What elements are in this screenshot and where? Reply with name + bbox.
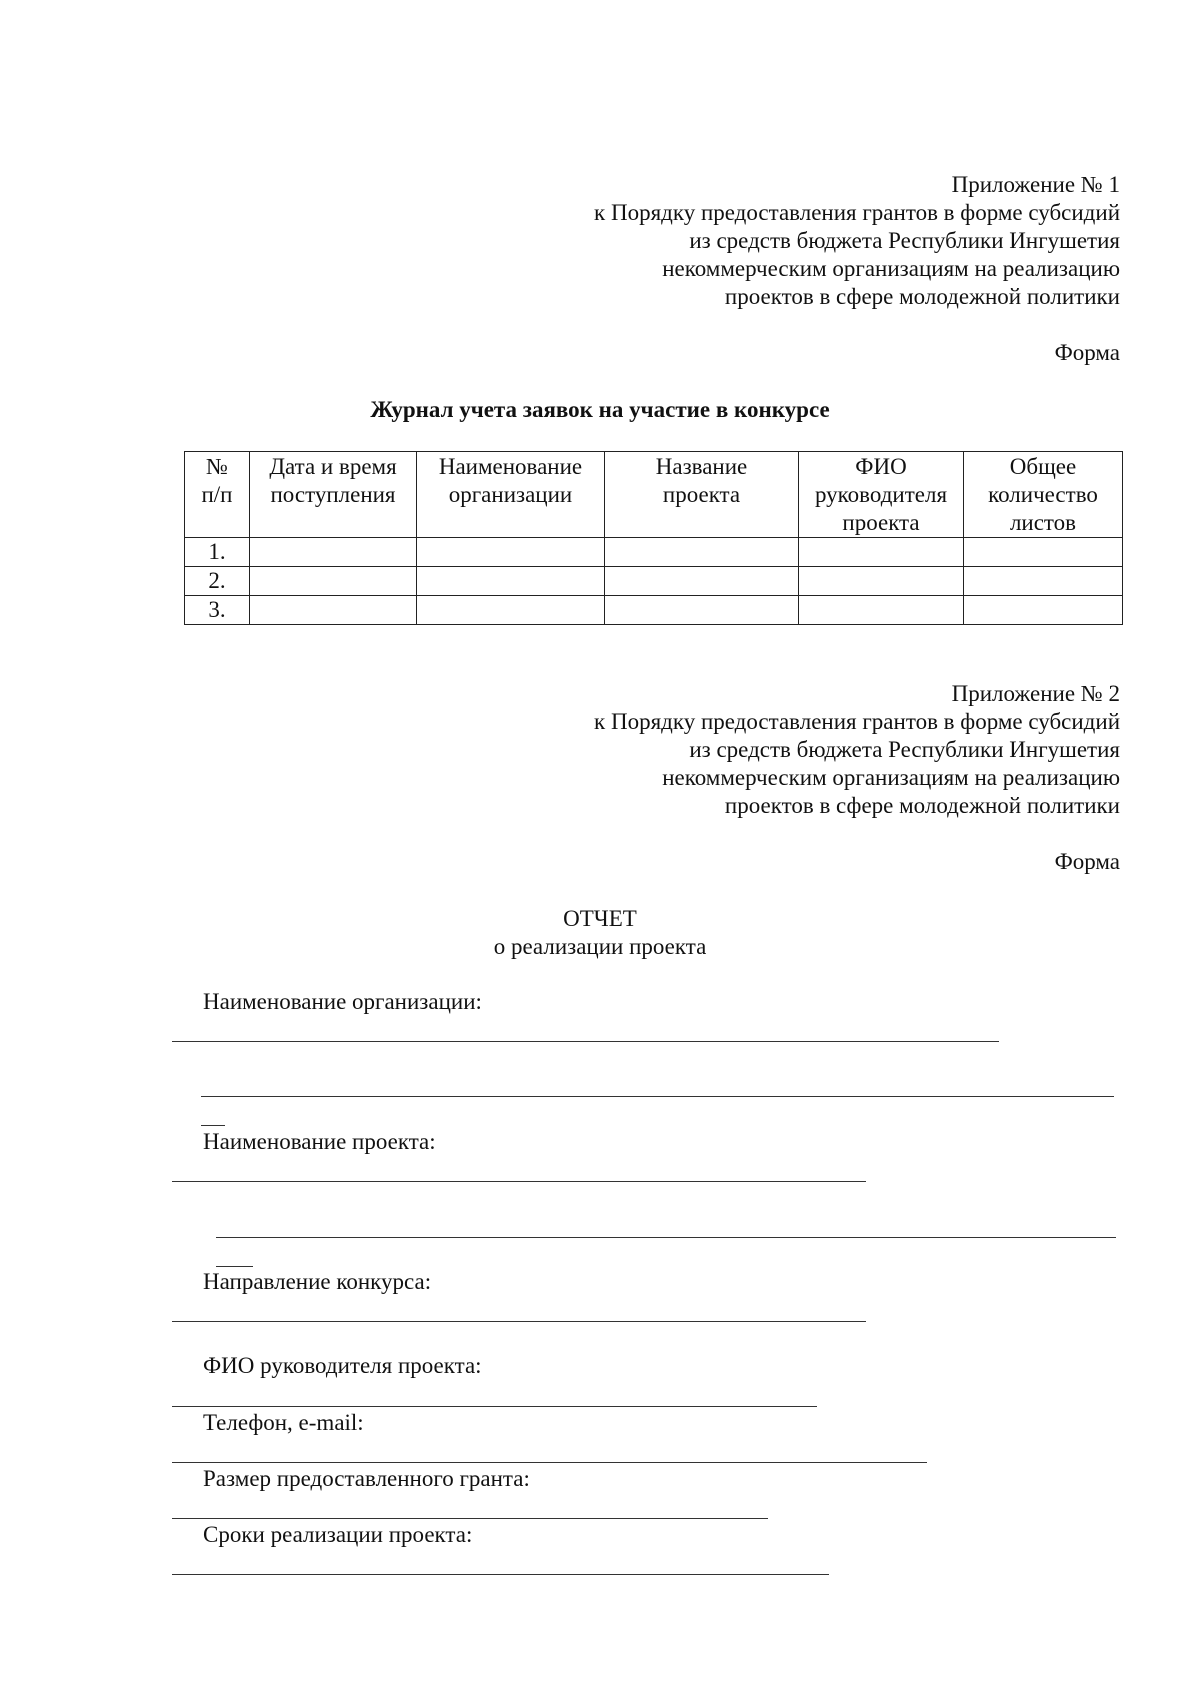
contacts-line[interactable] xyxy=(172,1462,927,1463)
appendix1-heading: Приложение № 1 xyxy=(951,172,1120,197)
org-name-label: Наименование организации: xyxy=(203,989,482,1014)
table-cell xyxy=(964,538,1123,567)
appendix2-header xyxy=(594,680,1120,820)
appendix1-line: из средств бюджета Республики Ингушетия xyxy=(689,228,1120,253)
header-sheet-count: Общее количество листов xyxy=(964,452,1123,538)
appendix2-heading: Приложение № 2 xyxy=(951,681,1120,706)
appendix1-form-label: Форма xyxy=(1054,340,1120,365)
direction-line[interactable] xyxy=(172,1321,866,1322)
org-name-line-tail xyxy=(201,1125,225,1126)
contacts-label: Телефон, e-mail: xyxy=(203,1410,364,1435)
project-name-line-tail xyxy=(216,1266,253,1267)
table-cell xyxy=(417,538,605,567)
manager-label: ФИО руководителя проекта: xyxy=(203,1353,482,1378)
table-cell xyxy=(799,567,964,596)
appendix1-line: некоммерческим организациям на реализацию xyxy=(662,256,1120,281)
journal-table xyxy=(184,451,1123,625)
header-date-time: Дата и время поступления xyxy=(250,452,417,538)
manager-line[interactable] xyxy=(172,1406,817,1407)
table-cell xyxy=(250,538,417,567)
table-cell xyxy=(799,538,964,567)
table-cell xyxy=(250,596,417,625)
table-cell xyxy=(799,596,964,625)
table-cell xyxy=(417,596,605,625)
header-org-name: Наименование организации xyxy=(417,452,605,538)
table-cell xyxy=(605,538,799,567)
appendix2-line: из средств бюджета Республики Ингушетия xyxy=(689,737,1120,762)
table-row xyxy=(185,538,1123,567)
table-cell: 3. xyxy=(185,596,250,625)
appendix2-line: некоммерческим организациям на реализацию xyxy=(662,765,1120,790)
table-cell xyxy=(417,567,605,596)
table-cell xyxy=(605,596,799,625)
table-row xyxy=(185,567,1123,596)
project-name-line-2[interactable] xyxy=(216,1237,1116,1238)
terms-label: Сроки реализации проекта: xyxy=(203,1522,473,1547)
grant-size-label: Размер предоставленного гранта: xyxy=(203,1466,530,1491)
header-manager: ФИО руководителя проекта xyxy=(799,452,964,538)
header-project-name: Название проекта xyxy=(605,452,799,538)
grant-size-line[interactable] xyxy=(172,1518,768,1519)
table-cell xyxy=(964,596,1123,625)
table-cell xyxy=(605,567,799,596)
journal-title: Журнал учета заявок на участие в конкурсе xyxy=(370,397,830,422)
direction-label: Направление конкурса: xyxy=(203,1269,432,1294)
org-name-line-2[interactable] xyxy=(201,1096,1114,1097)
table-cell: 1. xyxy=(185,538,250,567)
org-name-line[interactable] xyxy=(172,1041,999,1042)
report-title: ОТЧЕТ xyxy=(563,906,637,931)
appendix2-form-label: Форма xyxy=(1054,849,1120,874)
appendix1-line: к Порядку предоставления грантов в форме субсидий xyxy=(594,200,1120,225)
table-cell xyxy=(964,567,1123,596)
table-header-row xyxy=(185,452,1123,538)
appendix1-header xyxy=(594,171,1120,311)
report-subtitle: о реализации проекта xyxy=(493,934,707,959)
appendix1-line: проектов в сфере молодежной политики xyxy=(724,284,1120,309)
terms-line[interactable] xyxy=(172,1574,829,1575)
project-name-label: Наименование проекта: xyxy=(203,1129,436,1154)
appendix2-line: проектов в сфере молодежной политики xyxy=(724,793,1120,818)
header-number: № п/п xyxy=(185,452,250,538)
project-name-line[interactable] xyxy=(172,1181,866,1182)
appendix2-line: к Порядку предоставления грантов в форме субсидий xyxy=(594,709,1120,734)
table-row xyxy=(185,596,1123,625)
table-cell xyxy=(250,567,417,596)
table-cell: 2. xyxy=(185,567,250,596)
